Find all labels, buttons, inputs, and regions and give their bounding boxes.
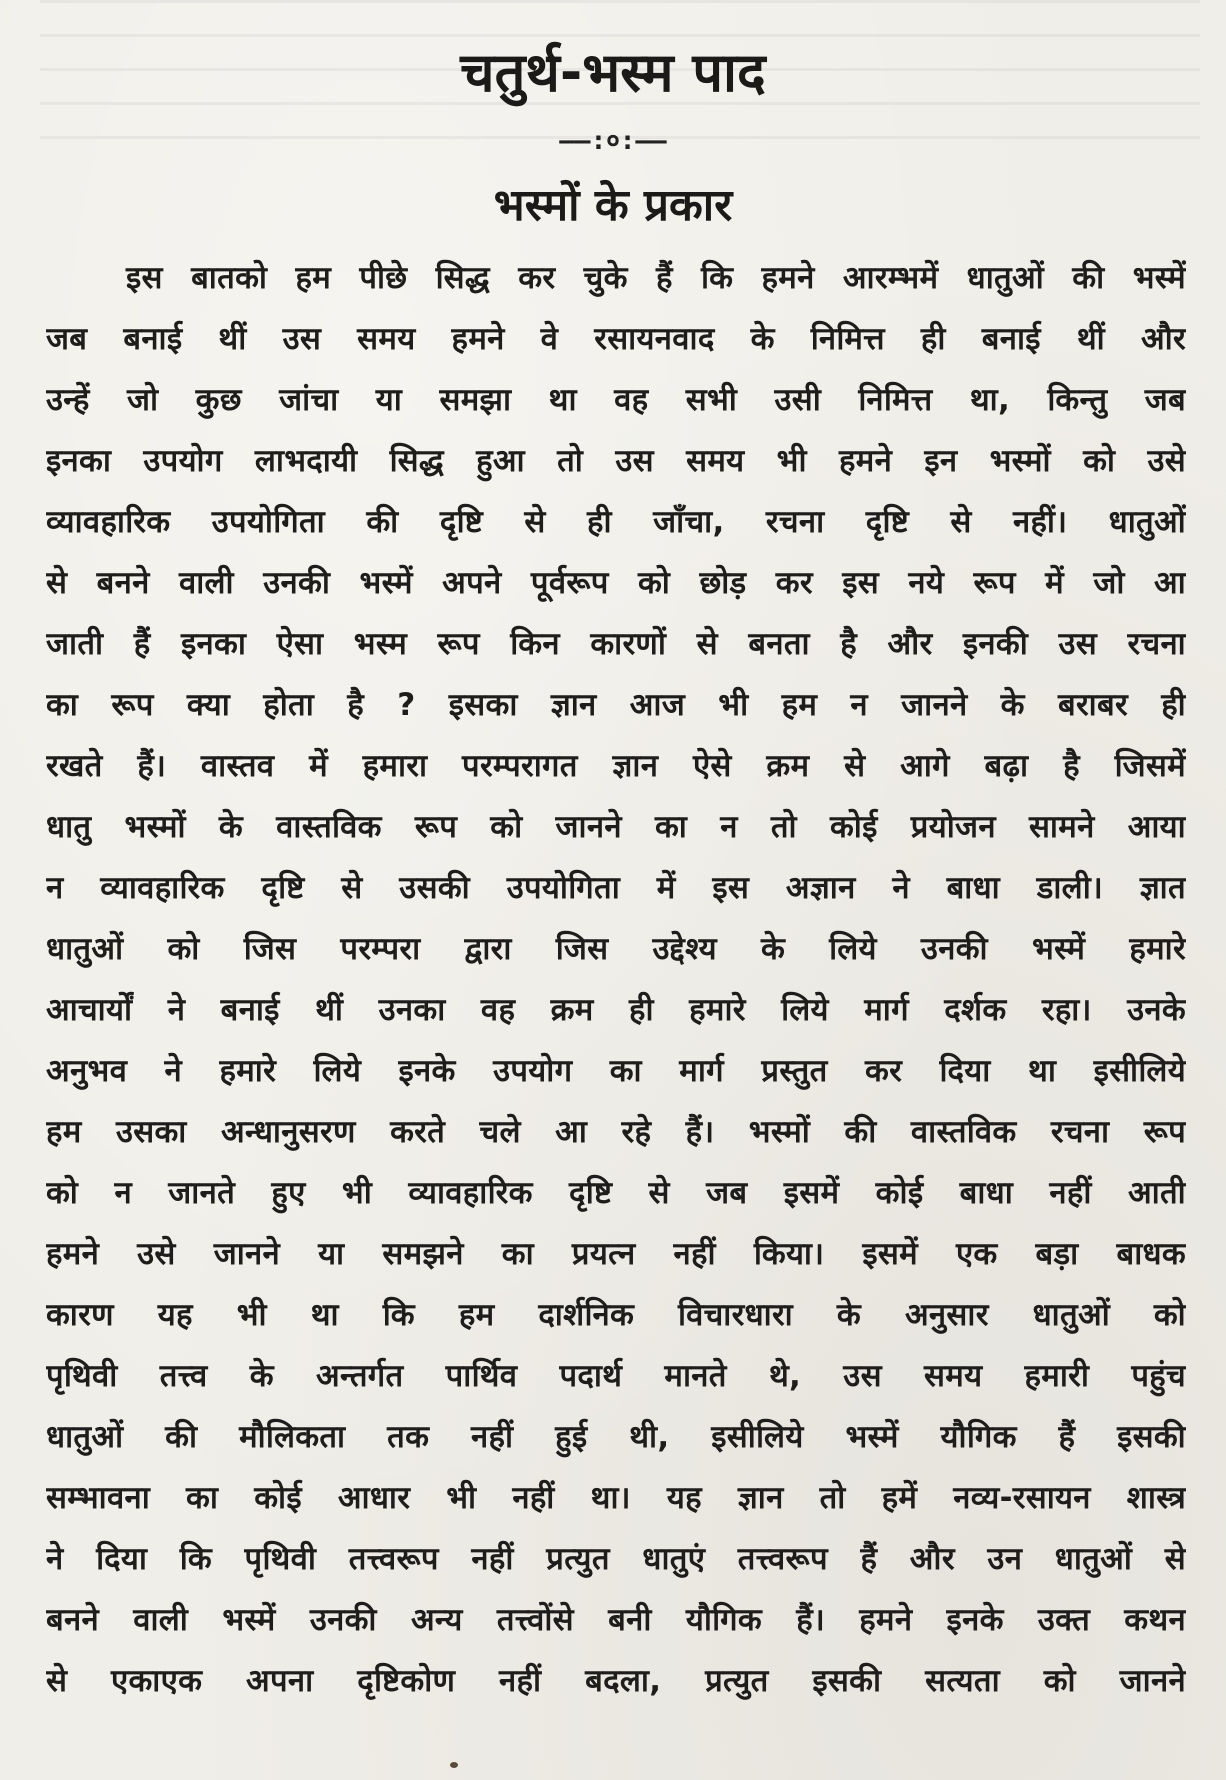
- text-line: ने दिया कि पृथिवी तत्त्वरूप नहीं प्रत्युत धातुएं तत्त्वरूप हैं और उन धातुओं से: [46, 1541, 1186, 1577]
- text-line: का रूप क्या होता है ? इसका ज्ञान आज भी हम न जानने के बराबर ही: [46, 687, 1186, 723]
- text-line: आचार्यों ने बनाई थीं उनका वह क्रम ही हमारे लिये मार्ग दर्शक रहा। उनके: [46, 992, 1186, 1028]
- text-line: धातु भस्मों के वास्तविक रूप को जानने का न तो कोई प्रयोजन सामने आया: [46, 809, 1186, 845]
- text-line: इनका उपयोग लाभदायी सिद्ध हुआ तो उस समय भी हमने इन भस्मों को उसे: [46, 443, 1186, 479]
- text-line: से एकाएक अपना दृष्टिकोण नहीं बदला, प्रत्युत इसकी सत्यता को जानने: [46, 1663, 1186, 1699]
- ornamental-divider: ——:०:——: [559, 126, 667, 156]
- text-line: से बनने वाली उनकी भस्में अपने पूर्वरूप को छोड़ कर इस नये रूप में जो आ: [46, 565, 1186, 601]
- text-line: रखते हैं। वास्तव में हमारा परम्परागत ज्ञान ऐसे क्रम से आगे बढ़ा है जिसमें: [46, 748, 1186, 784]
- text-line: उन्हें जो कुछ जांचा या समझा था वह सभी उसी निमित्त था, किन्तु जब: [46, 382, 1186, 418]
- text-line: न व्यावहारिक दृष्टि से उसकी उपयोगिता में इस अज्ञान ने बाधा डाली। ज्ञात: [46, 870, 1186, 906]
- ink-speck: [450, 1762, 458, 1768]
- text-line: हमने उसे जानने या समझने का प्रयत्न नहीं किया। इसमें एक बड़ा बाधक: [46, 1236, 1186, 1272]
- text-line: को न जानते हुए भी व्यावहारिक दृष्टि से जब इसमें कोई बाधा नहीं आती: [46, 1175, 1186, 1211]
- text-line: हम उसका अन्धानुसरण करते चले आ रहे हैं। भस्मों की वास्तविक रचना रूप: [46, 1114, 1186, 1150]
- text-line: बनने वाली भस्में उनकी अन्य तत्त्वोंसे बनी यौगिक हैं। हमने इनके उक्त कथन: [46, 1602, 1186, 1638]
- text-line: व्यावहारिक उपयोगिता की दृष्टि से ही जाँचा, रचना दृष्टि से नहीं। धातुओं: [46, 504, 1186, 540]
- section-title: भस्मों के प्रकार: [493, 180, 733, 231]
- text-line: धातुओं को जिस परम्परा द्वारा जिस उद्देश्य के लिये उनकी भस्में हमारे: [46, 931, 1186, 967]
- text-line: अनुभव ने हमारे लिये इनके उपयोग का मार्ग प्रस्तुत कर दिया था इसीलिये: [46, 1053, 1186, 1089]
- text-line: इस बातको हम पीछे सिद्ध कर चुके हैं कि हमने आरम्भमें धातुओं की भस्में: [126, 260, 1186, 296]
- text-line: सम्भावना का कोई आधार भी नहीं था। यह ज्ञान तो हमें नव्य-रसायन शास्त्र: [46, 1480, 1186, 1516]
- text-line: कारण यह भी था कि हम दार्शनिक विचारधारा के अनुसार धातुओं को: [46, 1297, 1186, 1333]
- body-paragraph: [46, 248, 1186, 1712]
- text-line: धातुओं की मौलिकता तक नहीं हुई थी, इसीलिये भस्में यौगिक हैं इसकी: [46, 1419, 1186, 1455]
- text-line: पृथिवी तत्त्व के अन्तर्गत पार्थिव पदार्थ मानते थे, उस समय हमारी पहुंच: [46, 1358, 1186, 1394]
- text-line: जाती हैं इनका ऐसा भस्म रूप किन कारणों से बनता है और इनकी उस रचना: [46, 626, 1186, 662]
- text-line: जब बनाई थीं उस समय हमने वे रसायनवाद के निमित्त ही बनाई थीं और: [46, 321, 1186, 357]
- chapter-title: चतुर्थ-भस्म पाद: [460, 41, 766, 104]
